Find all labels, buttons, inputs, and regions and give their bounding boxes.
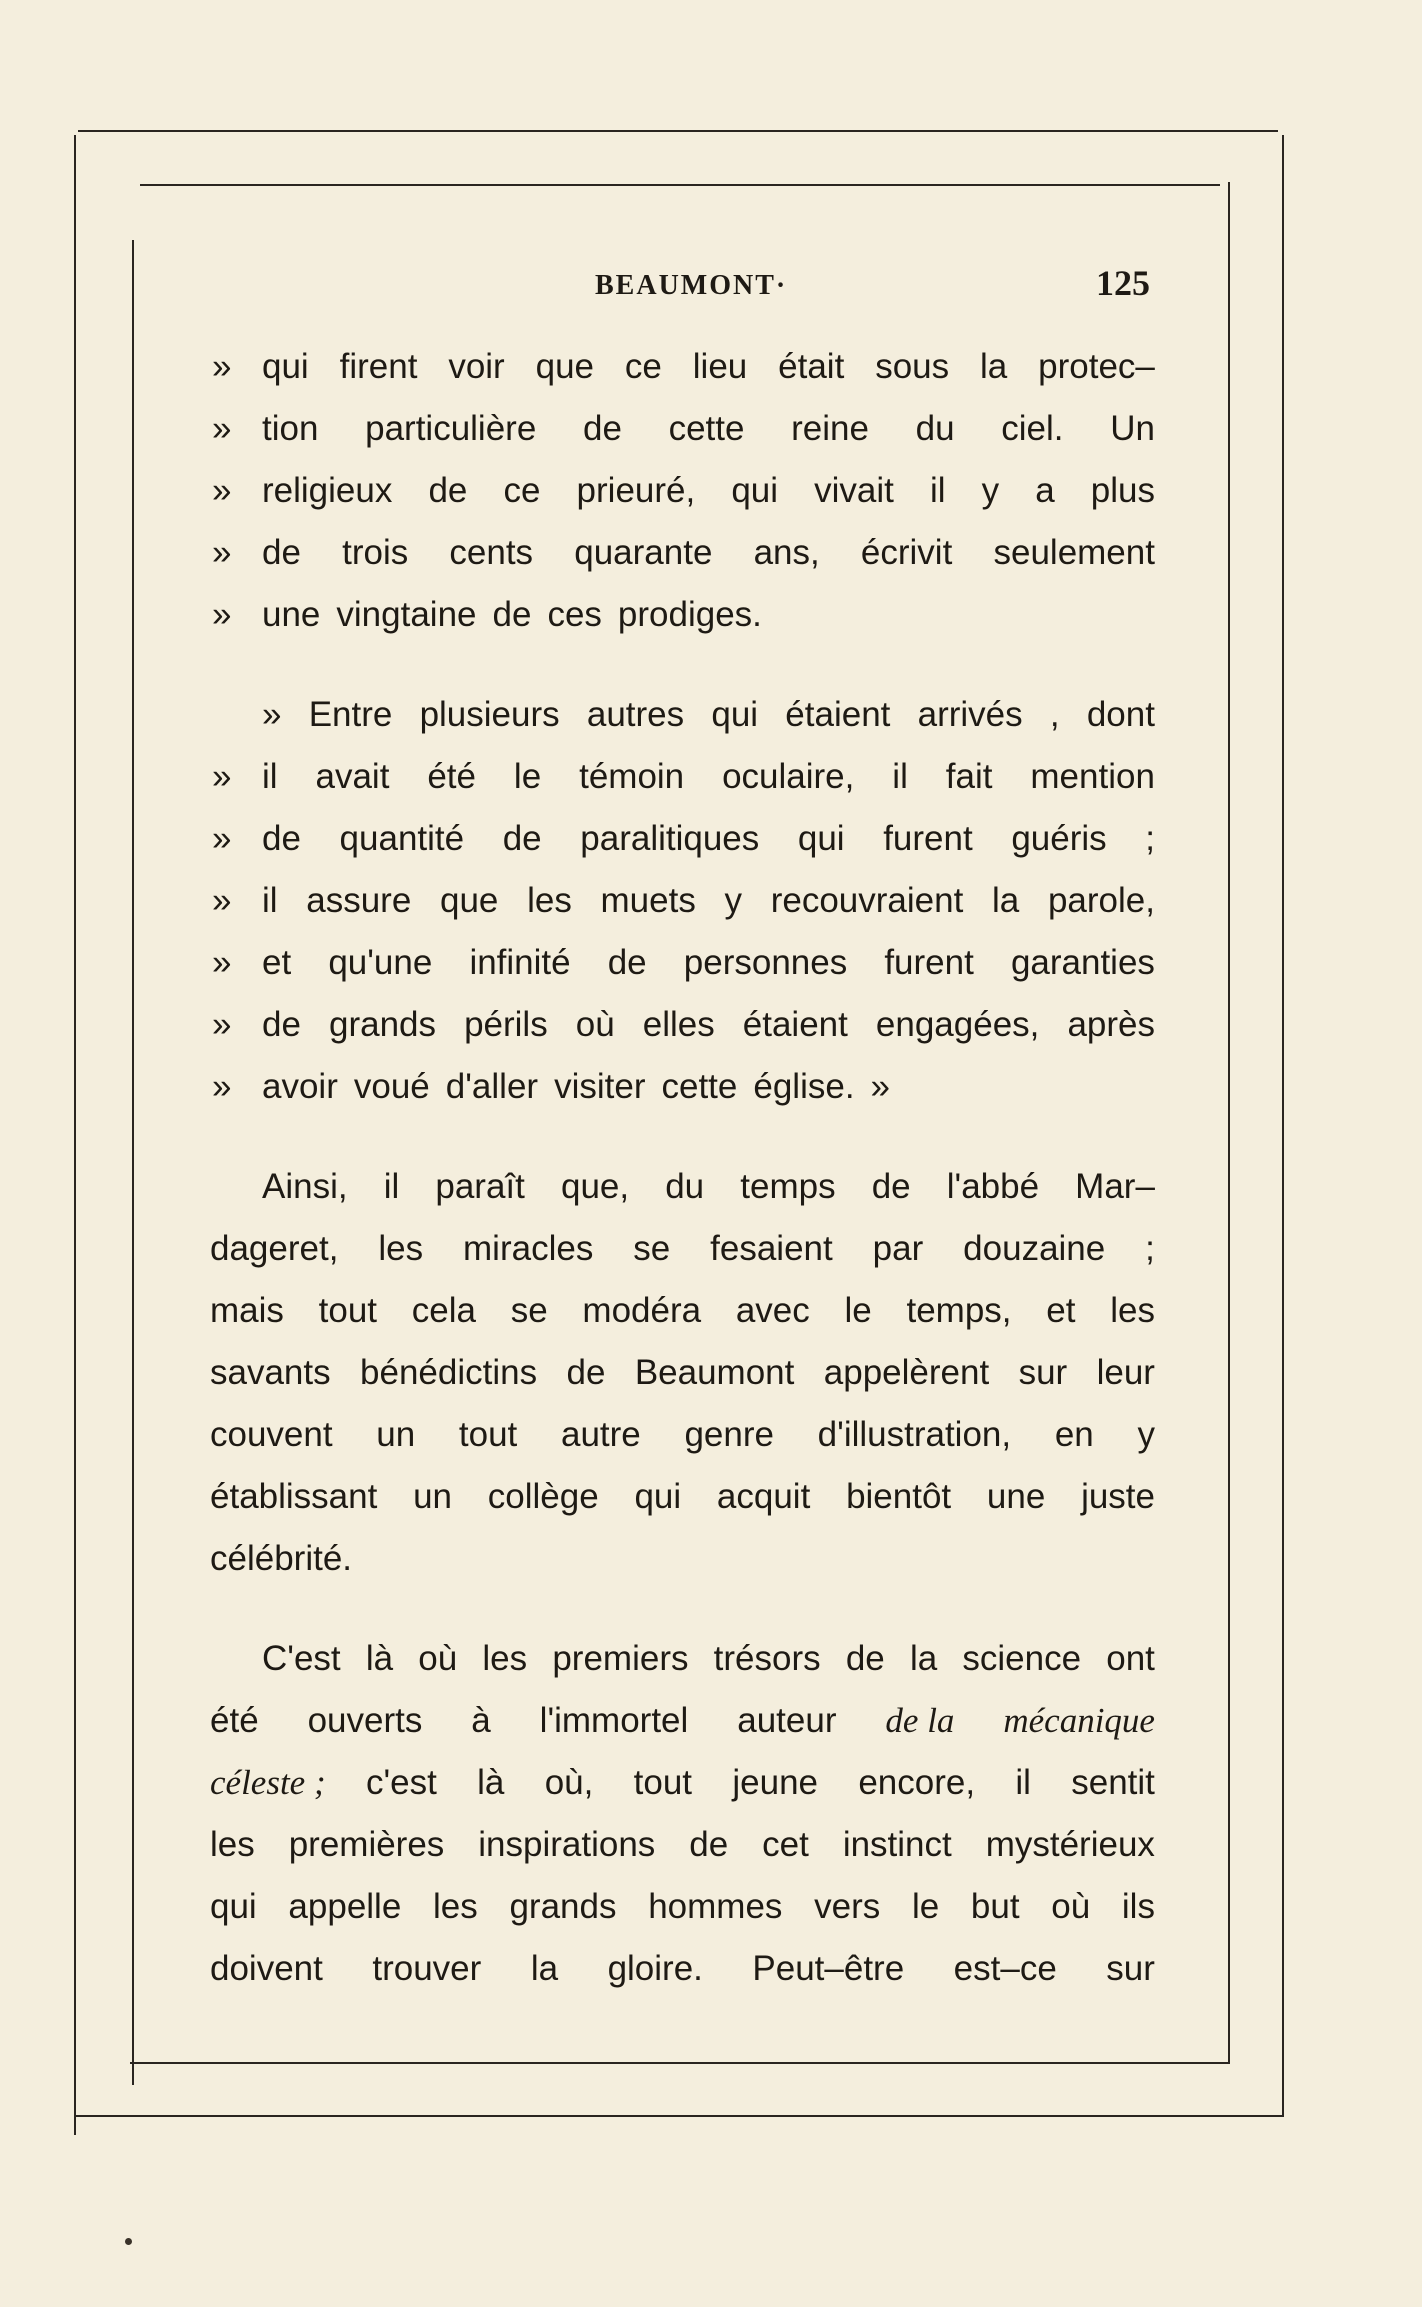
word: quantité [339, 819, 465, 858]
word: sur [1018, 1353, 1068, 1392]
text-line [210, 684, 1155, 746]
word: » religieux [262, 471, 393, 510]
word: mécanique [1003, 1701, 1155, 1740]
word: sous [875, 347, 950, 386]
text-line [210, 1752, 1155, 1814]
word: » une [262, 595, 321, 634]
word: plus [1090, 471, 1155, 510]
word: vers [814, 1887, 881, 1926]
word: appelèrent [823, 1353, 990, 1392]
text-line [210, 1814, 1155, 1876]
word: dont [1086, 695, 1155, 734]
word: » qui [262, 347, 309, 386]
word: avait [315, 757, 390, 796]
word: là [365, 1639, 394, 1678]
word: cents [449, 533, 534, 572]
word: guéris [1011, 819, 1107, 858]
word: témoin [579, 757, 685, 796]
word: furent [884, 943, 974, 982]
word: l'immortel [539, 1701, 689, 1740]
word: temps, [906, 1291, 1012, 1330]
word: fait [945, 757, 993, 796]
word: » de [262, 1005, 301, 1044]
word: gloire. [607, 1949, 703, 1988]
word: été [210, 1701, 259, 1740]
word: encore, [858, 1763, 976, 1802]
text-line [210, 932, 1155, 994]
word: premières [288, 1825, 445, 1864]
inner-frame-bottom [130, 2062, 1230, 2064]
word: qu'une [328, 943, 433, 982]
word: ans, [753, 533, 820, 572]
word: cette [661, 1067, 738, 1106]
word: reine [791, 409, 869, 448]
word: ont [1106, 1639, 1155, 1678]
word: y [981, 471, 1000, 510]
word: prodiges. [617, 595, 762, 634]
text-line [210, 1876, 1155, 1938]
word: de la [885, 1701, 955, 1740]
running-head: BEAUMONT· [595, 270, 788, 301]
word: plusieurs [419, 695, 560, 734]
page-number: 125 [1096, 263, 1150, 303]
word: engagées, [875, 1005, 1040, 1044]
word: été [427, 757, 476, 796]
word: qui [210, 1887, 257, 1926]
outer-frame-top [78, 130, 1278, 132]
word: autres [586, 695, 685, 734]
word: il [929, 471, 946, 510]
paragraph [210, 1628, 1155, 2000]
word: à [471, 1701, 491, 1740]
word: douzaine [963, 1229, 1106, 1268]
word: vivait [814, 471, 894, 510]
word: une [986, 1477, 1046, 1516]
text-line [210, 1690, 1155, 1752]
word: trésors [713, 1639, 821, 1678]
word: » [262, 695, 282, 734]
word: recouvraient [770, 881, 964, 920]
word: après [1067, 1005, 1155, 1044]
word: doivent [210, 1949, 323, 1988]
paragraph-gap [210, 646, 1155, 684]
word: appelle [288, 1887, 402, 1926]
word: en [1054, 1415, 1094, 1454]
word: mais [210, 1291, 284, 1330]
word: auteur [737, 1701, 837, 1740]
word: la [980, 347, 1008, 386]
word: seulement [993, 533, 1155, 572]
word: a [1035, 471, 1055, 510]
word: tout [318, 1291, 378, 1330]
word: périls [464, 1005, 548, 1044]
text-line [210, 808, 1155, 870]
text-line [210, 1342, 1155, 1404]
word: la [992, 881, 1020, 920]
word: avec [735, 1291, 810, 1330]
text-line [210, 994, 1155, 1056]
word: qui [634, 1477, 682, 1516]
word: science [962, 1639, 1082, 1678]
word: tout [458, 1415, 518, 1454]
word: garanties [1010, 943, 1155, 982]
word: Ainsi, [262, 1167, 348, 1206]
text-line [210, 1056, 1155, 1118]
word: de [502, 819, 542, 858]
word: y [724, 881, 743, 920]
word: personnes [683, 943, 848, 982]
text-line [210, 460, 1155, 522]
word: paraît [435, 1167, 525, 1206]
word: que [440, 881, 499, 920]
word: quarante [574, 533, 713, 572]
word: grands [509, 1887, 617, 1926]
word: de [607, 943, 647, 982]
word: qui [711, 695, 759, 734]
word: du [665, 1167, 705, 1206]
word: acquit [716, 1477, 811, 1516]
word: voir [448, 347, 505, 386]
word: les [378, 1229, 424, 1268]
word: autre [560, 1415, 641, 1454]
word: se [510, 1291, 548, 1330]
word: de [492, 595, 532, 634]
word: prieuré, [576, 471, 696, 510]
word: ces [547, 595, 602, 634]
word: dageret, [210, 1229, 339, 1268]
word: vingtaine [336, 595, 477, 634]
text-line [210, 1938, 1155, 2000]
page-header [210, 262, 1150, 312]
word: paralitiques [580, 819, 760, 858]
word: par [872, 1229, 924, 1268]
word: » de [262, 533, 301, 572]
text-line [210, 522, 1155, 584]
word: voué [353, 1067, 430, 1106]
word: il [383, 1167, 400, 1206]
outer-frame-left [74, 135, 76, 2135]
word: grands [328, 1005, 437, 1044]
word: oculaire, [722, 757, 855, 796]
word: tout [633, 1763, 693, 1802]
word: bénédictins [360, 1353, 538, 1392]
paragraph [210, 1156, 1155, 1590]
text-line [210, 1528, 1155, 1590]
word: ce [503, 471, 541, 510]
word: temps [740, 1167, 836, 1206]
word: couvent [210, 1415, 333, 1454]
word: qui [731, 471, 779, 510]
word: lieu [692, 347, 748, 386]
word: là [477, 1763, 505, 1802]
word: se [633, 1229, 671, 1268]
word: il [892, 757, 908, 796]
word: la [530, 1949, 559, 1988]
word: les [1110, 1291, 1155, 1330]
word: trouver [372, 1949, 482, 1988]
word: église. [753, 1067, 855, 1106]
paragraph [210, 336, 1155, 646]
word: ; [1145, 819, 1155, 858]
word: savants [210, 1353, 331, 1392]
word: et [1046, 1291, 1076, 1330]
word: la [909, 1639, 938, 1678]
word: célébrité. [210, 1539, 353, 1578]
word: où [575, 1005, 615, 1044]
word: cette [668, 409, 745, 448]
word: de [845, 1639, 885, 1678]
word: trois [342, 533, 409, 572]
word: c'est [365, 1763, 437, 1802]
word: » et [262, 943, 292, 982]
word: miracles [463, 1229, 594, 1268]
word: » avoir [262, 1067, 338, 1106]
word: firent [339, 347, 418, 386]
word: C'est [262, 1639, 341, 1678]
word: sentit [1071, 1763, 1155, 1802]
inner-frame-left [132, 240, 134, 2085]
word: y [1137, 1415, 1155, 1454]
text-line [210, 870, 1155, 932]
word: que, [560, 1167, 630, 1206]
word: jeune [732, 1763, 818, 1802]
word: un [376, 1415, 416, 1454]
word: ; [1145, 1229, 1155, 1268]
word: but [970, 1887, 1020, 1926]
body-text [210, 336, 1155, 2000]
word: » de [262, 819, 301, 858]
word: un [413, 1477, 453, 1516]
word: » tion [262, 409, 319, 448]
word: arrivés [917, 695, 1023, 734]
word: collège [487, 1477, 599, 1516]
word: il [1015, 1763, 1031, 1802]
word: ouverts [307, 1701, 423, 1740]
text-line [210, 1280, 1155, 1342]
word: » il [262, 757, 278, 796]
text-line [210, 584, 1155, 646]
word: de [582, 409, 622, 448]
word: de [689, 1825, 729, 1864]
word: genre [684, 1415, 774, 1454]
word: Peut–être [752, 1949, 905, 1988]
word: où [1051, 1887, 1091, 1926]
word: » il [262, 881, 278, 920]
word: établissant [210, 1477, 378, 1516]
word: parole, [1047, 881, 1155, 920]
word: ciel. [1001, 409, 1064, 448]
paragraph-gap [210, 1590, 1155, 1628]
word: les [527, 881, 572, 920]
word: cela [411, 1291, 476, 1330]
text-line [210, 398, 1155, 460]
word: instinct [842, 1825, 952, 1864]
word: elles [642, 1005, 715, 1044]
paragraph-gap [210, 1118, 1155, 1156]
word: Entre [308, 695, 393, 734]
text-line [210, 1218, 1155, 1280]
word: le [911, 1887, 940, 1926]
text-line [210, 746, 1155, 808]
word: de [566, 1353, 606, 1392]
word: leur [1096, 1353, 1155, 1392]
word: ils [1121, 1887, 1155, 1926]
word: furent [883, 819, 973, 858]
word: protec– [1038, 347, 1155, 386]
word: était [778, 347, 845, 386]
outer-frame-bottom [74, 2115, 1284, 2117]
word: » [870, 1067, 891, 1106]
word: Mar– [1075, 1167, 1155, 1206]
word: l'abbé [946, 1167, 1040, 1206]
text-line [210, 1628, 1155, 1690]
word: étaient [742, 1005, 848, 1044]
word: juste [1081, 1477, 1155, 1516]
word: bientôt [846, 1477, 952, 1516]
word: que [535, 347, 595, 386]
text-line [210, 1404, 1155, 1466]
word: de [428, 471, 468, 510]
word: premiers [552, 1639, 689, 1678]
word: , [1049, 695, 1060, 734]
word: où, [544, 1763, 594, 1802]
word: qui [797, 819, 845, 858]
word: étaient [785, 695, 891, 734]
word: assure [306, 881, 412, 920]
word: infinité [469, 943, 571, 982]
word: fesaient [710, 1229, 833, 1268]
ink-spot [125, 2238, 132, 2245]
inner-frame-top [140, 184, 1220, 186]
word: particulière [365, 409, 537, 448]
word: sur [1106, 1949, 1155, 1988]
inner-frame-right [1228, 182, 1230, 2062]
outer-frame-right [1282, 135, 1284, 2115]
word: mention [1030, 757, 1155, 796]
word: inspirations [478, 1825, 656, 1864]
word: du [915, 409, 955, 448]
word: d'aller [445, 1067, 539, 1106]
word: les [210, 1825, 255, 1864]
word: Un [1110, 409, 1155, 448]
word: écrivit [860, 533, 953, 572]
word: de [871, 1167, 911, 1206]
word: le [513, 757, 542, 796]
word: modéra [582, 1291, 702, 1330]
word: hommes [648, 1887, 783, 1926]
word: visiter [554, 1067, 646, 1106]
word: ce [624, 347, 662, 386]
paragraph [210, 684, 1155, 1118]
word: Beaumont [634, 1353, 795, 1392]
text-line [210, 336, 1155, 398]
word: céleste ; [210, 1763, 326, 1802]
word: cet [762, 1825, 809, 1864]
word: les [433, 1887, 478, 1926]
word: d'illustration, [817, 1415, 1012, 1454]
word: où [418, 1639, 458, 1678]
word: les [482, 1639, 528, 1678]
text-line [210, 1466, 1155, 1528]
word: est–ce [953, 1949, 1057, 1988]
word: mystérieux [985, 1825, 1155, 1864]
word: le [844, 1291, 872, 1330]
text-line [210, 1156, 1155, 1218]
word: muets [600, 881, 696, 920]
